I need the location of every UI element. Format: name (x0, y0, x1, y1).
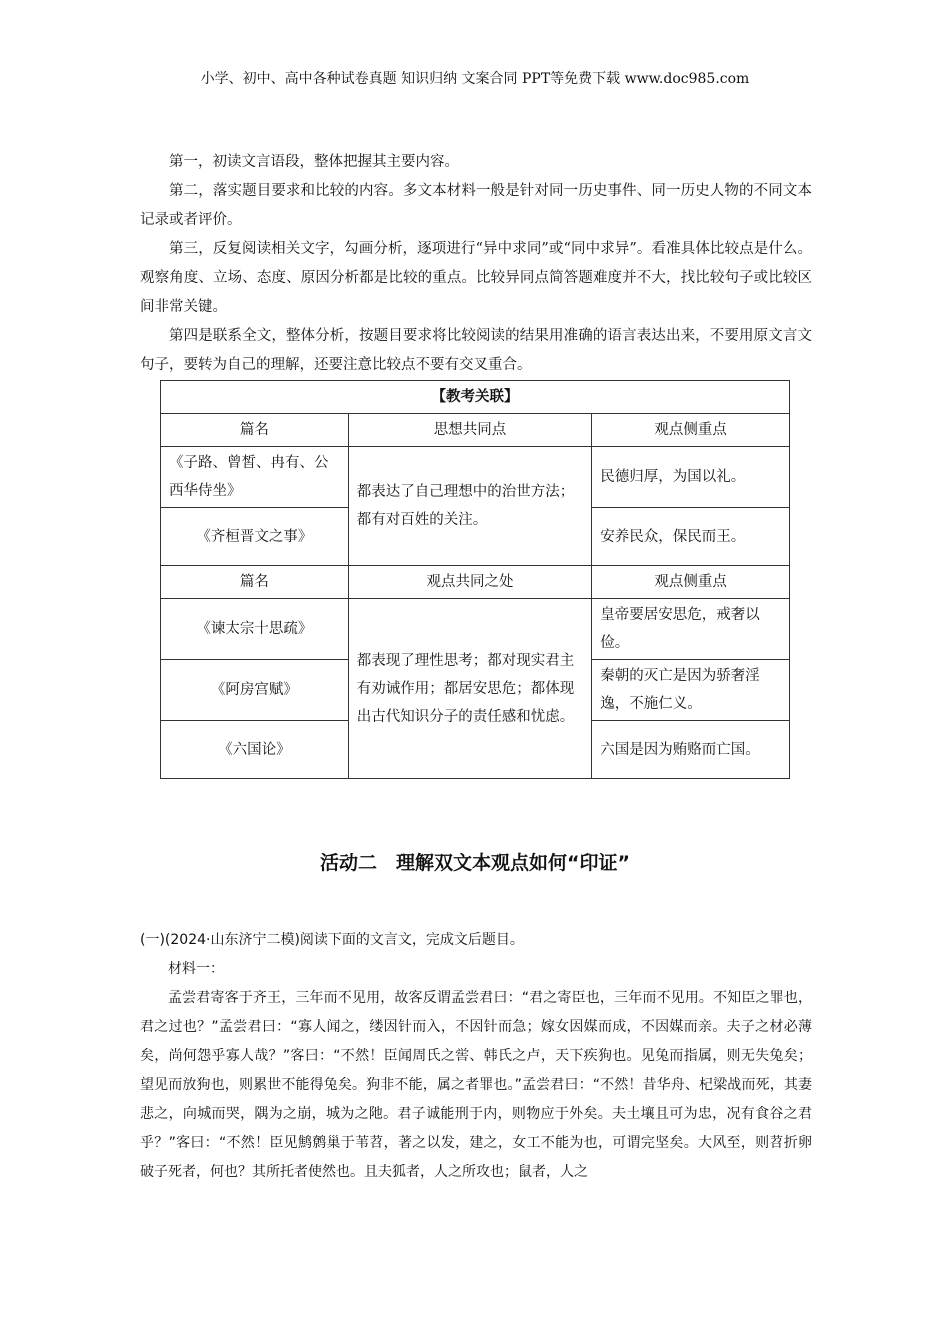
paragraph: 第二，落实题目要求和比较的内容。多文本材料一般是针对同一历史事件、同一历史人物的不同文本记录或者评价。 (140, 183, 812, 228)
focus-point: 安养民众，保民而王。 (592, 508, 790, 566)
comparison-table (160, 380, 790, 779)
method-paragraphs (140, 148, 812, 380)
common-point: 都表现了理性思考；都对现实君主有劝诫作用；都居安思危；都体现出古代知识分子的责任感和忧虑。 (348, 599, 592, 779)
column-header: 篇名 (161, 566, 349, 599)
column-header: 观点共同之处 (348, 566, 592, 599)
work-title: 《阿房宫赋》 (161, 660, 349, 721)
focus-point: 民德归厚，为国以礼。 (592, 447, 790, 508)
paragraph: 第三，反复阅读相关文字，勾画分析，逐项进行“异中求同”或“同中求异”。看准具体比较点是什么。观察角度、立场、态度、原因分析都是比较的重点。比较异同点简答题难度并不大，找比较句子或比较区间非常关键。 (140, 241, 812, 315)
paragraph: 第四是联系全文，整体分析，按题目要求将比较阅读的结果用准确的语言表达出来，不要用原文言文句子，要转为自己的理解，还要注意比较点不要有交叉重合。 (140, 328, 812, 373)
material-label: 材料一： (168, 961, 224, 977)
section-title: 活动二 理解双文本观点如何“印证” (320, 852, 630, 874)
focus-point: 秦朝的灭亡是因为骄奢淫逸，不施仁义。 (592, 660, 790, 721)
focus-point: 皇帝要居安思危，戒奢以俭。 (592, 599, 790, 660)
work-title: 《谏太宗十思疏》 (161, 599, 349, 660)
material-text: 孟尝君寄客于齐王，三年而不见用，故客反谓孟尝君曰：“君之寄臣也，三年而不见用。不知臣之罪也，君之过也？”孟尝君曰：“寡人闻之，缕因针而入，不因针而急；嫁女因媒而成，不因媒而亲。夫子之材必薄矣，尚何怨乎寡人哉？”客曰：“不然！臣闻周氏之喾、韩氏之卢，天下疾狗也。见兔而指属，则无失兔矣；望见而放狗也，则累世不能得兔矣。狗非不能，属之者罪也。”孟尝君曰：“不然！昔华舟、杞梁战而死，其妻悲之，向城而哭，隅为之崩，城为之阤。君子诚能刑于内，则物应于外矣。夫土壤且可为忠，况有食谷之君乎？”客曰：“不然！臣见鹪鹩巢于苇苕，著之以发，建之，女工不能为也，可谓完坚矣。大风至，则苕折卵破子死者，何也？其所托者使然也。且夫狐者，人之所攻也；鼠者，人之 (140, 990, 812, 1180)
work-title: 《齐桓晋文之事》 (161, 508, 349, 566)
question-intro: (一)(2024·山东济宁二模)阅读下面的文言文，完成文后题目。 (140, 932, 524, 948)
common-point: 都表达了自己理想中的治世方法；都有对百姓的关注。 (348, 447, 592, 566)
column-header: 观点侧重点 (592, 566, 790, 599)
page-header: 小学、初中、高中各种试卷真题 知识归纳 文案合同 PPT等免费下载 www.doc985.com (200, 71, 750, 87)
reading-passage (140, 926, 812, 1187)
work-title: 《六国论》 (161, 721, 349, 779)
work-title: 《子路、曾皙、冉有、公西华侍坐》 (161, 447, 349, 508)
column-header: 篇名 (161, 414, 349, 447)
paragraph: 第一，初读文言语段，整体把握其主要内容。 (169, 154, 459, 170)
focus-point: 六国是因为贿赂而亡国。 (592, 721, 790, 779)
table-title: 【教考关联】 (161, 381, 790, 414)
column-header: 观点侧重点 (592, 414, 790, 447)
column-header: 思想共同点 (348, 414, 592, 447)
